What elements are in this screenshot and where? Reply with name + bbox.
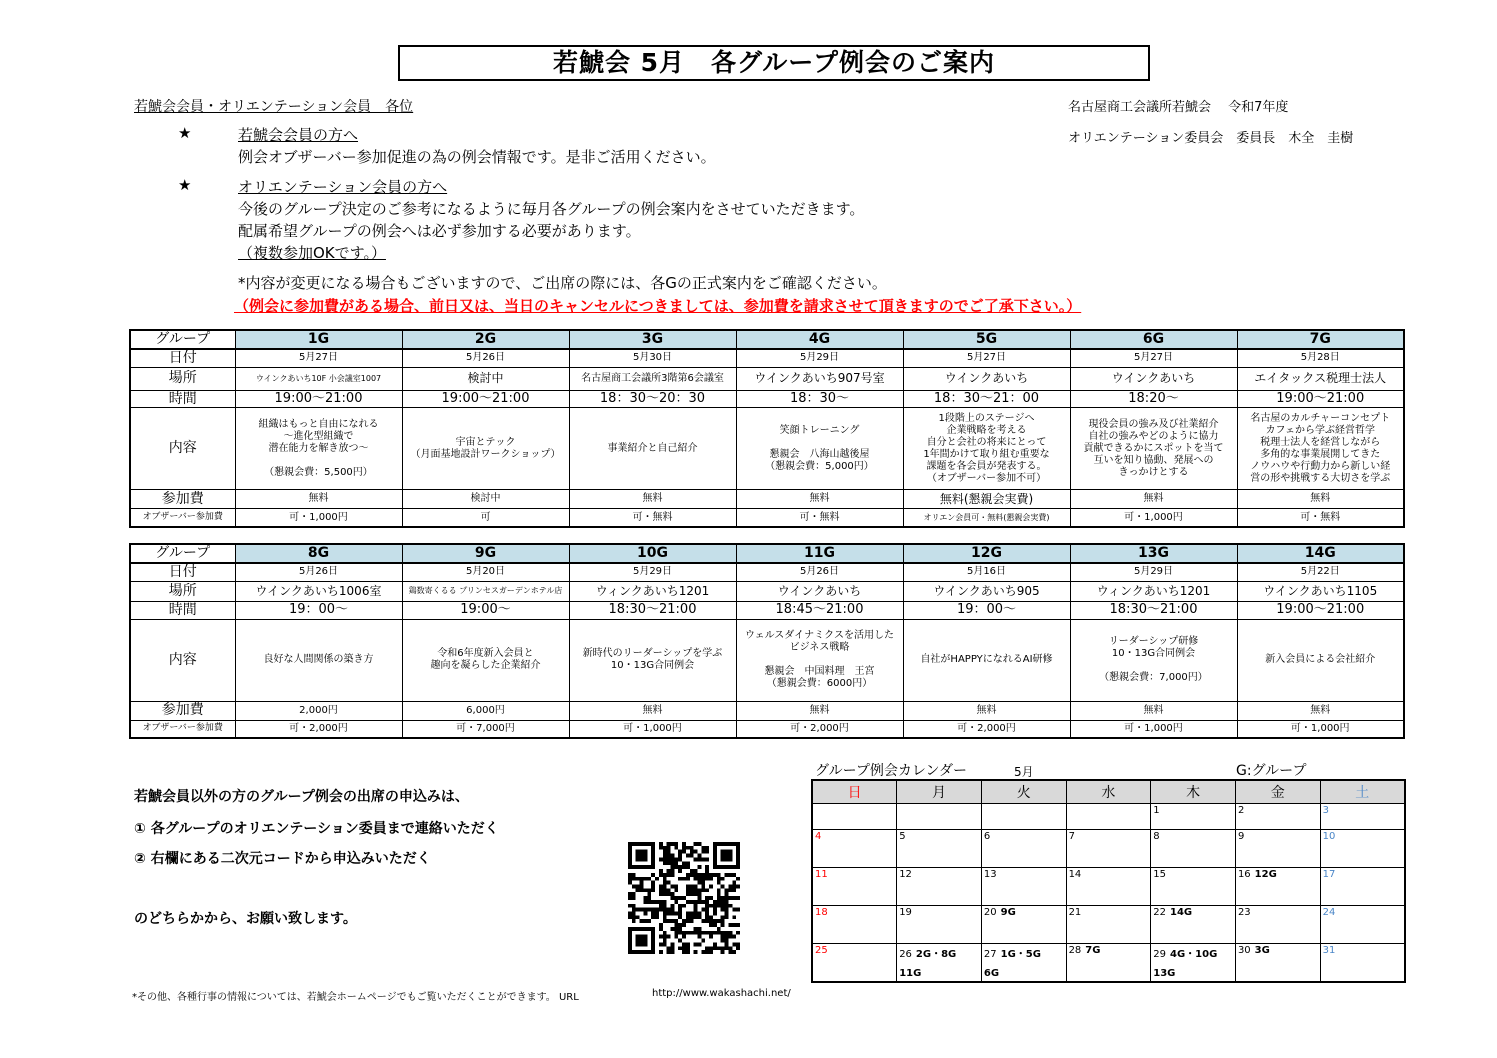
group-place-cell: ウインクあいち1006室 xyxy=(235,581,402,601)
calendar-day-number: 8 xyxy=(1153,831,1160,842)
group-time-cell: 18:30～21:00 xyxy=(1070,601,1237,619)
row-label-observer: オブザーバー参加費 xyxy=(130,720,235,738)
calendar-day-cell xyxy=(1235,906,1320,944)
calendar-day-cell xyxy=(981,944,1066,982)
calendar-day-cell xyxy=(897,906,982,944)
calendar-day-cell xyxy=(1151,906,1236,944)
group-observer-cell: 可・2,000円 xyxy=(903,720,1070,738)
calendar-day-cell xyxy=(1151,830,1236,868)
group-content-cell: 現役会員の強み及び社業紹介 自社の強みやどのように協力 貢献できるかにスポットを当て 互いを知り協動、発展への きっかけとする xyxy=(1070,408,1237,490)
calendar-weekday-header: 木 xyxy=(1151,780,1236,804)
homepage-link[interactable]: http://www.wakashachi.net/ xyxy=(652,988,791,999)
calendar-day-cell xyxy=(812,906,897,944)
group-content-cell: 令和6年度新入会員と 趣向を凝らした企業紹介 xyxy=(402,619,569,701)
group-content-cell: 事業紹介と自己紹介 xyxy=(569,408,736,490)
calendar-day-number: 15 xyxy=(1153,869,1166,880)
group-group-cell: 8G xyxy=(235,544,402,563)
row-label-fee: 参加費 xyxy=(130,490,235,509)
group-time-cell: 19:00～21:00 xyxy=(402,390,569,408)
cancel-fee-note: （例会に参加費がある場合、前日又は、当日のキャンセルにつきましては、参加費を請求させて頂きますのでご了承下さい。） xyxy=(234,297,1082,315)
group-date-cell: 5月22日 xyxy=(1237,563,1404,581)
group-time-cell: 19:00～ xyxy=(402,601,569,619)
group-group-cell: 5G xyxy=(903,330,1070,349)
calendar-day-number: 3 xyxy=(1322,805,1329,816)
group-fee-cell: 無料 xyxy=(1070,701,1237,720)
group-fee-cell: 無料 xyxy=(1070,490,1237,509)
calendar-day-cell xyxy=(1320,868,1405,906)
calendar-day-number: 5 xyxy=(899,831,906,842)
group-observer-cell: オリエン会員可・無料(懇親会実費) xyxy=(903,509,1070,527)
star-icon: ★ xyxy=(178,124,192,142)
calendar-day-number: 2 xyxy=(1237,805,1245,816)
calendar-day-number: 23 xyxy=(1237,907,1251,918)
calendar-title: グループ例会カレンダー xyxy=(815,763,967,779)
group-date-cell: 5月28日 xyxy=(1237,349,1404,367)
calendar-month: 5月 xyxy=(1014,765,1034,779)
calendar-event[interactable]: 14G xyxy=(1169,907,1193,918)
group-content-cell: 新時代のリーダーシップを学ぶ 10・13G合同例会 xyxy=(569,619,736,701)
group-time-cell: 18:20～ xyxy=(1070,390,1237,408)
group-time-cell: 19:00～21:00 xyxy=(1237,601,1404,619)
calendar-day-cell xyxy=(1320,830,1405,868)
org-line-1: 名古屋商工会議所若鯱会 令和7年度 xyxy=(1068,100,1289,115)
group-fee-cell: 無料 xyxy=(736,701,903,720)
group-fee-cell: 検討中 xyxy=(402,490,569,509)
calendar-day-cell xyxy=(812,868,897,906)
calendar-day-cell xyxy=(812,830,897,868)
group-date-cell: 5月29日 xyxy=(1070,563,1237,581)
group-group-cell: 12G xyxy=(903,544,1070,563)
group-place-cell: エイタックス税理士法人 xyxy=(1237,367,1404,390)
calendar-day-cell xyxy=(1066,944,1151,982)
star-icon: ★ xyxy=(178,176,192,194)
group-observer-cell: 可・無料 xyxy=(736,509,903,527)
group-date-cell: 5月26日 xyxy=(736,563,903,581)
group-fee-cell: 6,000円 xyxy=(402,701,569,720)
group-time-cell: 19:00～21:00 xyxy=(235,390,402,408)
group-place-cell: ウインクあいち xyxy=(1070,367,1237,390)
group-date-cell: 5月20日 xyxy=(402,563,569,581)
calendar-event[interactable]: 2G・8G xyxy=(915,949,957,960)
section-heading-members: 若鯱会会員の方へ xyxy=(238,126,359,144)
calendar-day-number: 20 xyxy=(983,907,997,918)
group-fee-cell: 無料(懇親会実費) xyxy=(903,490,1070,509)
row-label-content: 内容 xyxy=(130,408,235,490)
row-label-fee: 参加費 xyxy=(130,701,235,720)
calendar-day-cell xyxy=(981,804,1066,830)
row-label-content: 内容 xyxy=(130,619,235,701)
calendar-day-number: 19 xyxy=(899,907,912,918)
calendar-day-cell xyxy=(1066,804,1151,830)
calendar-day-number: 26 xyxy=(899,949,912,960)
group-place-cell: 鶏数寄くるる プリンセスガーデンホテル店 xyxy=(402,581,569,601)
row-label-time: 時間 xyxy=(130,390,235,408)
calendar-day-number: 11 xyxy=(815,869,828,880)
group-date-cell: 5月16日 xyxy=(903,563,1070,581)
group-place-cell: ウィンクあいち1201 xyxy=(1070,581,1237,601)
calendar-day-number: 27 xyxy=(983,949,997,960)
group-table-1 xyxy=(129,329,1405,528)
group-time-cell: 18：30～20：30 xyxy=(569,390,736,408)
row-label-date: 日付 xyxy=(130,349,235,367)
calendar-day-cell xyxy=(897,830,982,868)
group-group-cell: 9G xyxy=(402,544,569,563)
group-place-cell: ウインクあいち1105 xyxy=(1237,581,1404,601)
calendar-day-cell xyxy=(897,944,982,982)
row-label-group: グループ xyxy=(130,330,235,349)
group-place-cell: ウインクあいち907号室 xyxy=(736,367,903,390)
row-label-time: 時間 xyxy=(130,601,235,619)
group-observer-cell: 可・1,000円 xyxy=(235,509,402,527)
calendar-day-number: 30 xyxy=(1237,945,1251,956)
group-time-cell: 18：30～ xyxy=(736,390,903,408)
calendar-event[interactable]: 12G xyxy=(1254,869,1277,880)
group-content-cell: 名古屋のカルチャーコンセプト カフェから学ぶ経営哲学 税理士法人を経営しながら 多角的な事業展開してきた ノウハウや行動力から新しい経 営の形や挑戦する大切さを学ぶ xyxy=(1237,408,1404,490)
group-date-cell: 5月27日 xyxy=(1070,349,1237,367)
group-place-cell: ウィンクあいち1201 xyxy=(569,581,736,601)
calendar-day-number: 14 xyxy=(1068,869,1082,880)
apply-intro: 若鯱会員以外の方のグループ例会の出席の申込みは、 xyxy=(134,789,469,805)
calendar-legend: G:グループ xyxy=(1236,763,1307,779)
group-fee-cell: 無料 xyxy=(1237,701,1404,720)
group-content-cell: 新入会員による会社紹介 xyxy=(1237,619,1404,701)
change-note: *内容が変更になる場合もございますので、ご出席の際には、各Gの正式案内をご確認ください。 xyxy=(238,274,887,292)
calendar-weekday-header: 水 xyxy=(1066,780,1151,804)
calendar-day-cell xyxy=(812,944,897,982)
row-label-place: 場所 xyxy=(130,367,235,390)
calendar-event[interactable]: 13G xyxy=(1153,968,1176,979)
calendar-day-number: 7 xyxy=(1068,831,1075,842)
calendar-event[interactable]: 4G・10G xyxy=(1169,949,1218,960)
calendar-day-cell xyxy=(897,868,982,906)
group-time-cell: 18:30～21:00 xyxy=(569,601,736,619)
group-fee-cell: 無料 xyxy=(569,701,736,720)
group-observer-cell: 可・2,000円 xyxy=(235,720,402,738)
calendar-day-cell xyxy=(1066,830,1151,868)
addressee: 若鯱会会員・オリエンテーション会員 各位 xyxy=(134,99,414,115)
group-group-cell: 10G xyxy=(569,544,736,563)
section-line: 今後のグループ決定のご参考になるように毎月各グループの例会案内をさせていただきます。 xyxy=(238,200,865,218)
group-date-cell: 5月27日 xyxy=(903,349,1070,367)
group-fee-cell: 無料 xyxy=(903,701,1070,720)
group-group-cell: 7G xyxy=(1237,330,1404,349)
calendar-day-number: 24 xyxy=(1322,907,1336,918)
calendar-day-number: 13 xyxy=(983,869,997,880)
group-date-cell: 5月29日 xyxy=(569,563,736,581)
calendar-day-cell xyxy=(1320,804,1405,830)
calendar-day-cell xyxy=(1320,944,1405,982)
calendar-day-number: 18 xyxy=(815,907,828,918)
calendar-day-number: 4 xyxy=(815,831,822,842)
calendar-event[interactable]: 1G・5G xyxy=(1000,949,1041,960)
calendar-day-cell xyxy=(981,868,1066,906)
section-line: （複数参加OKです。） xyxy=(238,244,386,262)
calendar-day-number: 10 xyxy=(1322,831,1336,842)
group-place-cell: ウインクあいち905 xyxy=(903,581,1070,601)
group-fee-cell: 無料 xyxy=(1237,490,1404,509)
org-line-2: オリエンテーション委員会 委員長 木全 圭樹 xyxy=(1068,131,1354,146)
calendar-weekday-header: 土 xyxy=(1320,780,1405,804)
group-place-cell: ウインクあいち10F 小会議室1007 xyxy=(235,367,402,390)
group-date-cell: 5月27日 xyxy=(235,349,402,367)
calendar-day-number: 25 xyxy=(815,945,828,956)
calendar-day-number: 28 xyxy=(1068,945,1082,956)
row-label-place: 場所 xyxy=(130,581,235,601)
calendar-day-cell xyxy=(1235,868,1320,906)
calendar-event[interactable]: 3G xyxy=(1254,945,1270,956)
group-place-cell: 名古屋商工会議所3階第6会議室 xyxy=(569,367,736,390)
calendar-day-number: 16 xyxy=(1237,869,1251,880)
group-content-cell: 1段階上のステージへ 企業戦略を考える 自分と会社の将来にとって 1年間かけて取り組む重要な 課題を各会員が発表する。 （オブザーバー参加不可） xyxy=(903,408,1070,490)
apply-option-2: ② 右欄にある二次元コードから申込みいただく xyxy=(134,851,431,867)
group-content-cell: 良好な人間関係の築き方 xyxy=(235,619,402,701)
calendar-day-cell xyxy=(1151,944,1236,982)
group-date-cell: 5月30日 xyxy=(569,349,736,367)
calendar-day-number: 9 xyxy=(1237,831,1245,842)
calendar-day-number: 17 xyxy=(1322,869,1336,880)
calendar-day-number: 29 xyxy=(1153,949,1166,960)
group-group-cell: 11G xyxy=(736,544,903,563)
calendar-weekday-header: 金 xyxy=(1235,780,1320,804)
group-observer-cell: 可・2,000円 xyxy=(736,720,903,738)
group-observer-cell: 可・無料 xyxy=(1237,509,1404,527)
calendar-weekday-header: 日 xyxy=(812,780,897,804)
apply-closing: のどちらかから、お願い致します。 xyxy=(134,911,357,927)
group-place-cell: 検討中 xyxy=(402,367,569,390)
group-group-cell: 14G xyxy=(1237,544,1404,563)
calendar-event[interactable]: 7G xyxy=(1085,945,1101,956)
calendar-day-number: 1 xyxy=(1153,805,1160,816)
row-label-observer: オブザーバー参加費 xyxy=(130,509,235,527)
calendar-day-number: 22 xyxy=(1153,907,1166,918)
calendar-day-number: 6 xyxy=(983,831,991,842)
calendar-event[interactable]: 6G xyxy=(983,968,1000,979)
apply-option-1: ① 各グループのオリエンテーション委員まで連絡いただく xyxy=(134,821,499,837)
row-label-group: グループ xyxy=(130,544,235,563)
group-time-cell: 18：30～21：00 xyxy=(903,390,1070,408)
calendar-day-number: 31 xyxy=(1322,945,1336,956)
calendar-day-number: 12 xyxy=(899,869,912,880)
calendar-day-cell xyxy=(1066,906,1151,944)
calendar-day-number: 21 xyxy=(1068,907,1082,918)
calendar-day-cell xyxy=(812,804,897,830)
group-content-cell: 笑顔トレーニング 懇親会 八海山越後屋 （懇親会費：5,000円） xyxy=(736,408,903,490)
footer-note: *その他、各種行事の情報については、若鯱会ホームページでもご覧いただくことができます。 URL xyxy=(132,992,579,1003)
group-fee-cell: 無料 xyxy=(235,490,402,509)
calendar-weekday-header: 火 xyxy=(981,780,1066,804)
group-observer-cell: 可・1,000円 xyxy=(1070,720,1237,738)
row-label-date: 日付 xyxy=(130,563,235,581)
calendar-weekday-header: 月 xyxy=(897,780,982,804)
group-group-cell: 13G xyxy=(1070,544,1237,563)
page-title: 若鯱会 5月 各グループ例会のご案内 xyxy=(398,45,1150,81)
group-observer-cell: 可 xyxy=(402,509,569,527)
group-time-cell: 19：00～ xyxy=(903,601,1070,619)
group-time-cell: 19：00～ xyxy=(235,601,402,619)
group-observer-cell: 可・1,000円 xyxy=(569,720,736,738)
group-group-cell: 2G xyxy=(402,330,569,349)
group-date-cell: 5月26日 xyxy=(235,563,402,581)
group-content-cell: 自社がHAPPYになれるAI研修 xyxy=(903,619,1070,701)
group-time-cell: 19:00～21:00 xyxy=(1237,390,1404,408)
qr-code-icon[interactable] xyxy=(628,842,740,954)
group-date-cell: 5月29日 xyxy=(736,349,903,367)
group-group-cell: 4G xyxy=(736,330,903,349)
section-line: 配属希望グループの例会へは必ず参加する必要があります。 xyxy=(238,222,641,240)
calendar-day-cell xyxy=(981,830,1066,868)
group-observer-cell: 可・1,000円 xyxy=(1070,509,1237,527)
group-group-cell: 6G xyxy=(1070,330,1237,349)
group-fee-cell: 無料 xyxy=(569,490,736,509)
group-group-cell: 3G xyxy=(569,330,736,349)
calendar-day-cell xyxy=(1235,944,1320,982)
calendar-day-cell xyxy=(1151,868,1236,906)
group-place-cell: ウインクあいち xyxy=(736,581,903,601)
group-fee-cell: 2,000円 xyxy=(235,701,402,720)
group-content-cell: リーダーシップ研修 10・13G合同例会 （懇親会費：7,000円） xyxy=(1070,619,1237,701)
group-group-cell: 1G xyxy=(235,330,402,349)
calendar-day-cell xyxy=(897,804,982,830)
group-calendar xyxy=(811,779,1406,983)
group-content-cell: 宇宙とテック （月面基地設計ワークショップ） xyxy=(402,408,569,490)
group-observer-cell: 可・無料 xyxy=(569,509,736,527)
calendar-day-cell xyxy=(981,906,1066,944)
group-date-cell: 5月26日 xyxy=(402,349,569,367)
calendar-event[interactable]: 11G xyxy=(899,968,922,979)
group-observer-cell: 可・7,000円 xyxy=(402,720,569,738)
calendar-day-cell xyxy=(1320,906,1405,944)
group-table-2 xyxy=(129,543,1405,739)
section-line: 例会オブザーバー参加促進の為の例会情報です。是非ご活用ください。 xyxy=(238,148,716,166)
group-observer-cell: 可・1,000円 xyxy=(1237,720,1404,738)
group-time-cell: 18:45～21:00 xyxy=(736,601,903,619)
calendar-day-cell xyxy=(1235,804,1320,830)
group-fee-cell: 無料 xyxy=(736,490,903,509)
section-heading-orientation: オリエンテーション会員の方へ xyxy=(238,178,448,196)
calendar-day-cell xyxy=(1066,868,1151,906)
calendar-event[interactable]: 9G xyxy=(1000,907,1016,918)
group-content-cell: 組織はもっと自由になれる ～進化型組織で 潜在能力を解き放つ～ （懇親会費：5,500円） xyxy=(235,408,402,490)
group-place-cell: ウインクあいち xyxy=(903,367,1070,390)
calendar-day-cell xyxy=(1151,804,1236,830)
calendar-day-cell xyxy=(1235,830,1320,868)
group-content-cell: ウェルスダイナミクスを活用した ビジネス戦略 懇親会 中国料理 王宮 （懇親会費：6000円） xyxy=(736,619,903,701)
